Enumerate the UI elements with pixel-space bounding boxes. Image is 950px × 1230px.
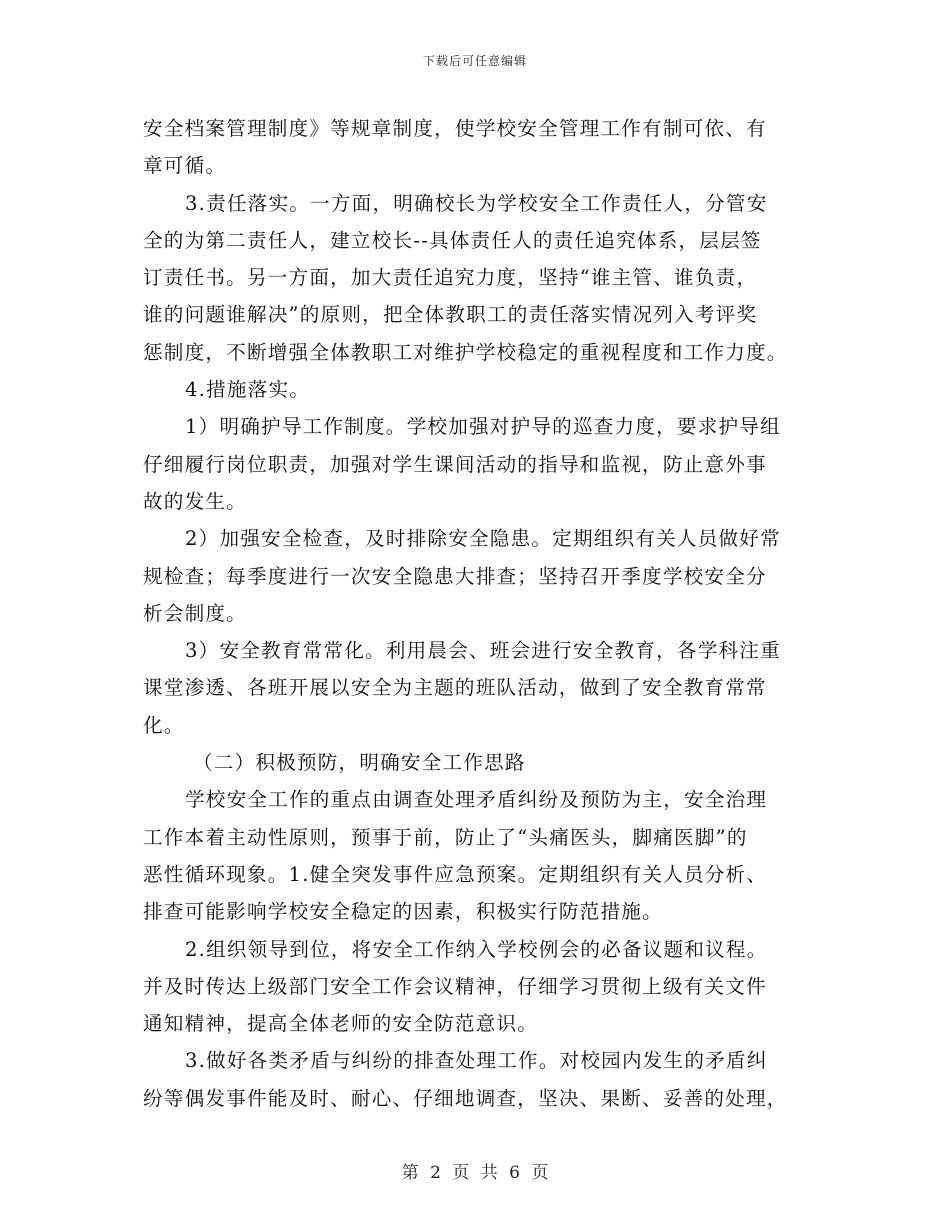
text-line: 规检查；每季度进行一次安全隐患大排查；坚持召开季度学校安全分 (143, 564, 767, 588)
paragraph-safety-inspection (143, 520, 807, 632)
text-line: 并及时传达上级部门安全工作会议精神，仔细学习贯彻上级有关文件 (143, 974, 767, 998)
paragraph-dispute-handling (143, 1042, 807, 1117)
text-line: 通知精神，提高全体老师的安全防范意识。 (143, 1012, 539, 1036)
text-line: 工作本着主动性原则，预事于前，防止了“头痛医头，脚痛医脚”的 (143, 825, 748, 849)
text-line: 谁的问题谁解决”的原则，把全体教职工的责任落实情况列入考评奖 (143, 303, 758, 327)
text-line: 纷等偶发事件能及时、耐心、仔细地调查，坚决、果断、妥善的处理， (143, 1086, 788, 1110)
text-line: 故的发生。 (143, 489, 247, 513)
text-line: 3.做好各类矛盾与纠纷的排查处理工作。对校园内发生的矛盾纠 (185, 1049, 768, 1073)
document-body (143, 110, 807, 1117)
text-line: 析会制度。 (143, 601, 247, 625)
paragraph-prevention-focus (143, 781, 807, 930)
text-line: 2.组织领导到位，将安全工作纳入学校例会的必备议题和议程。 (185, 937, 768, 961)
text-line: 1）明确护导工作制度。学校加强对护导的巡查力度，要求护导组 (185, 415, 781, 439)
text-line: 仔细履行岗位职责，加强对学生课间活动的指导和监视，防止意外事 (143, 452, 767, 476)
text-line: 3.责任落实。一方面，明确校长为学校安全工作责任人，分管安 (185, 191, 768, 215)
text-line: 订责任书。另一方面，加大责任追究力度，坚持“谁主管、谁负责， (143, 266, 758, 290)
text-line: 全的为第二责任人，建立校长--具体责任人的责任追究体系，层层签 (143, 228, 762, 252)
text-line: 4.措施落实。 (185, 378, 311, 402)
text-line: 学校安全工作的重点由调查处理矛盾纠纷及预防为主，安全治理 (185, 788, 768, 812)
text-line: （二）积极预防，明确安全工作思路 (193, 751, 526, 775)
page-header: 下载后可任意编辑 (422, 54, 527, 68)
paragraph-responsibility (143, 185, 807, 371)
paragraph-measures-heading (143, 371, 807, 408)
text-line: 惩制度，不断增强全体教职工对维护学校稳定的重视程度和工作力度。 (143, 340, 788, 364)
text-line: 章可循。 (143, 154, 227, 178)
paragraph-leadership (143, 931, 807, 1043)
text-line: 恶性循环现象。1.健全突发事件应急预案。定期组织有关人员分析、 (143, 862, 768, 886)
text-line: 2）加强安全检查，及时排除安全隐患。定期组织有关人员做好常 (185, 527, 781, 551)
paragraph-patrol-duty (143, 408, 807, 520)
text-line: 排查可能影响学校安全稳定的因素，积极实行防范措施。 (143, 900, 663, 924)
paragraph-safety-education (143, 632, 807, 744)
text-line: 化。 (143, 713, 185, 737)
paragraph-regulations-continued (143, 110, 807, 185)
page-number-footer: 第 2 页 共 6 页 (401, 1163, 549, 1183)
section-heading-prevention (143, 744, 807, 781)
text-line: 3）安全教育常常化。利用晨会、班会进行安全教育，各学科注重 (185, 639, 781, 663)
text-line: 安全档案管理制度》等规章制度，使学校安全管理工作有制可依、有 (143, 117, 767, 140)
text-line: 课堂渗透、各班开展以安全为主题的班队活动，做到了安全教育常常 (143, 676, 767, 700)
